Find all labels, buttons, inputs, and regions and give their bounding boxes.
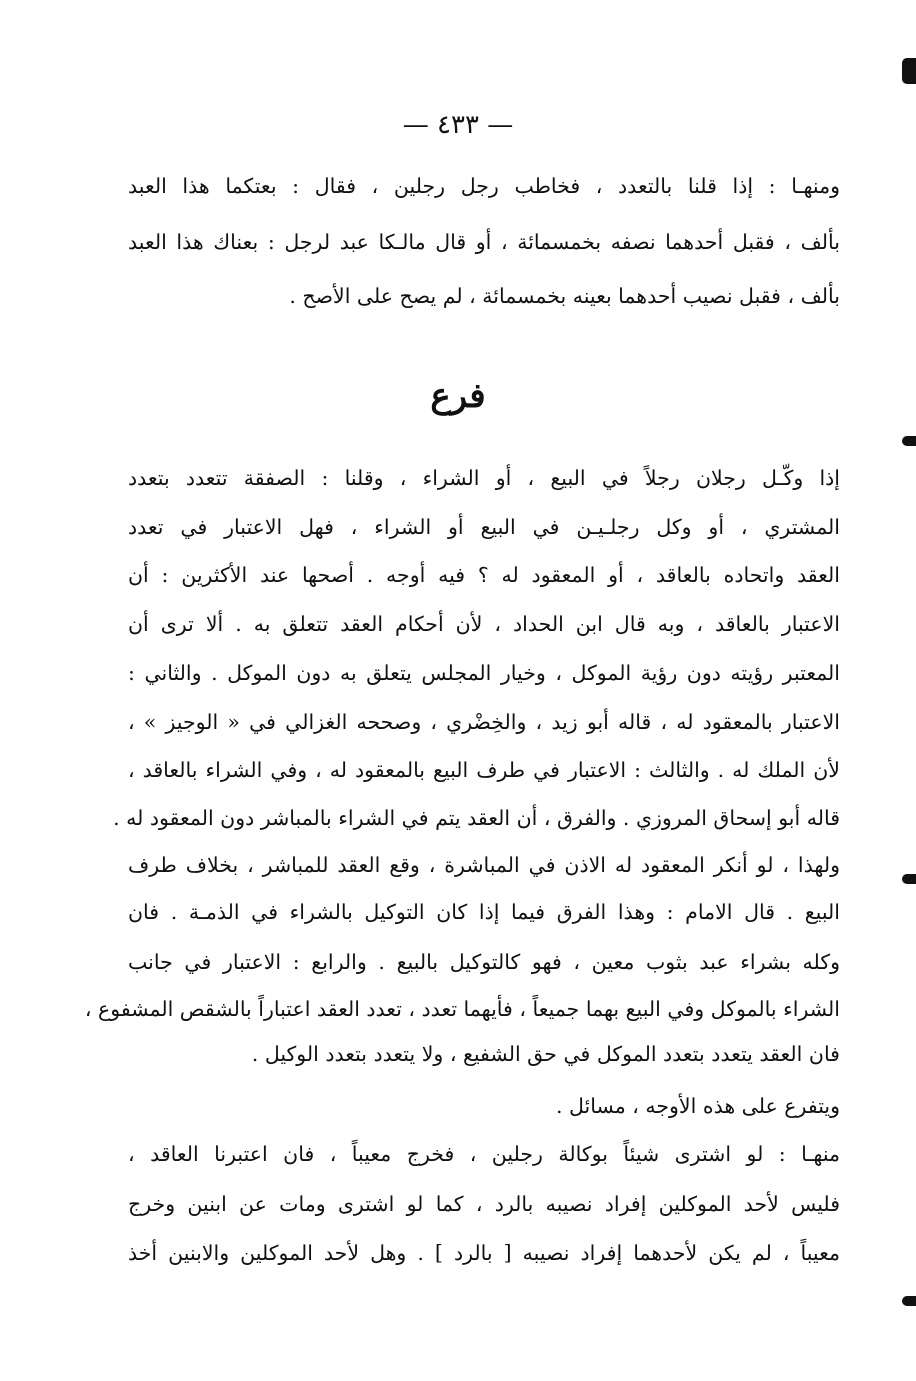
text-line: ولهذا ، لو أنكر المعقود له الاذن في المباشرة ، وقع العقد للمباشر ، بخلاف طرف xyxy=(128,853,840,877)
text-line: الاعتبار بالمعقود له ، قاله أبو زيد ، والخِضْري ، وصححه الغزالي في « الوجيز » ، xyxy=(128,710,840,734)
text-line: الشراء بالموكل وفي البيع بهما جميعاً ، فأيهما تعدد ، تعدد العقد اعتباراً بالشقص المشفوع ، xyxy=(84,997,840,1021)
text-line: معيباً ، لم يكن لأحدهما إفراد نصيبه [ بالرد ] . وهل لأحد الموكلين والابنين أخذ xyxy=(128,1241,840,1265)
text-line: منهـا : لو اشترى شيئاً بوكالة رجلين ، فخرج معيباً ، فان اعتبرنا العاقد ، xyxy=(128,1142,840,1166)
text-line: المعتبر رؤيته دون رؤية الموكل ، وخيار المجلس يتعلق به دون الموكل . والثاني : xyxy=(128,661,840,685)
text-line: فان العقد يتعدد بتعدد الموكل في حق الشفيع ، ولا يتعدد بتعدد الوكيل . xyxy=(251,1042,840,1066)
text-line: لأن الملك له . والثالث : الاعتبار في طرف البيع بالمعقود له ، وفي الشراء بالعاقد ، xyxy=(128,758,840,782)
text-line: المشتري ، أو وكل رجلـيـن في البيع أو الشراء ، فهل الاعتبار في تعدد xyxy=(128,515,840,539)
text-line: الاعتبار بالعاقد ، وبه قال ابن الحداد ، لأن أحكام العقد تتعلق به . ألا ترى أن xyxy=(128,612,840,636)
text-line: بألف ، فقبل أحدهما نصفه بخمسمائة ، أو قال مالـكا عبد لرجل : بعناك هذا العبد xyxy=(128,230,840,254)
scan-edge-mark xyxy=(902,58,916,84)
text-line: البيع . قال الامام : وهذا الفرق فيما إذا كان التوكيل بالشراء في الذمـة . فان xyxy=(128,900,840,924)
text-line: ومنهـا : إذا قلنا بالتعدد ، فخاطب رجل رجلين ، فقال : بعتكما هذا العبد xyxy=(128,174,840,198)
page-number: — ٤٣٣ — xyxy=(402,110,514,140)
text-line: العقد واتحاده بالعاقد ، أو المعقود له ؟ فيه أوجه . أصحها عند الأكثرين : أن xyxy=(128,563,840,587)
text-line: إذا وكّـل رجلان رجلاً في البيع ، أو الشراء ، وقلنا : الصفقة تتعدد بتعدد xyxy=(128,466,840,490)
text-line: وكله بشراء عبد بثوب معين ، فهو كالتوكيل بالبيع . والرابع : الاعتبار في جانب xyxy=(128,950,840,974)
text-line: فليس لأحد الموكلين إفراد نصيبه بالرد ، كما لو اشترى ومات عن ابنين وخرج xyxy=(128,1192,840,1216)
scan-edge-mark xyxy=(902,436,916,446)
text-line: قاله أبو إسحاق المروزي . والفرق ، أن العقد يتم في الشراء بالمباشر دون المعقود له . xyxy=(113,806,840,830)
text-line: ويتفرع على هذه الأوجه ، مسائل . xyxy=(555,1094,840,1118)
section-heading: فرع xyxy=(430,376,486,416)
text-line: بألف ، فقبل نصيب أحدهما بعينه بخمسمائة ، لم يصح على الأصح . xyxy=(289,284,840,308)
scan-edge-mark xyxy=(902,1296,916,1306)
scan-edge-mark xyxy=(902,874,916,884)
